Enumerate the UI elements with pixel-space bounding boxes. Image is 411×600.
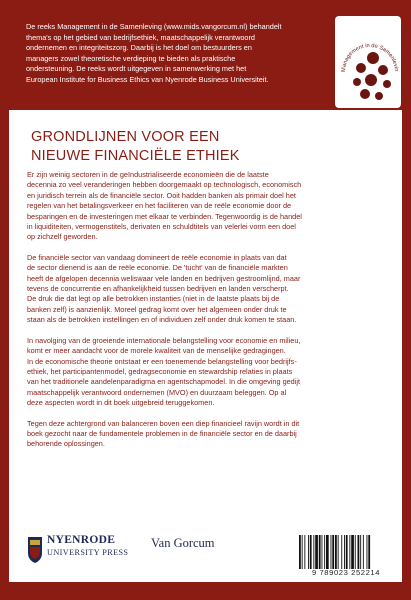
series-logo-dot bbox=[360, 89, 370, 99]
nyenrode-crest-icon bbox=[27, 536, 43, 564]
title-line: NIEUWE FINANCIËLE ETHIEK bbox=[31, 148, 240, 164]
barcode-bar bbox=[302, 535, 303, 569]
series-logo-dot bbox=[356, 63, 366, 73]
barcode-bar bbox=[332, 535, 334, 569]
barcode-bar bbox=[304, 535, 305, 569]
blurb-line: Er zijn weinig sectoren in de geïndustrialiseerde economieën die de laatste bbox=[27, 170, 269, 179]
barcode-bar bbox=[308, 535, 309, 569]
series-logo-dot bbox=[378, 65, 388, 75]
barcode-bar bbox=[322, 535, 323, 569]
barcode-bar bbox=[368, 535, 370, 569]
barcode-bar bbox=[351, 535, 354, 569]
intro-line: ondersteuning. De reeks wordt uitgegeven in samenwerking met het bbox=[26, 64, 247, 74]
blurb-line: de sector dienend is aan de reële economie. De 'tucht' van de financiële markten bbox=[27, 263, 288, 273]
blurb-line: regelen van het betalingsverkeer en het faciliteren van de reële economie door de bbox=[27, 201, 292, 211]
blurb-line: komt er meer aandacht voor de morele kwaliteit van de menselijke gedragingen. bbox=[27, 346, 286, 356]
series-logo-dot bbox=[367, 52, 379, 64]
nyenrode-name: NYENRODE bbox=[47, 534, 116, 546]
barcode-bar bbox=[326, 535, 329, 569]
blurb-paragraph bbox=[27, 336, 387, 409]
barcode-bar bbox=[324, 535, 325, 569]
blurb-line: staan als de betrokken instellingen en of individuen zelf onder druk komen te staan. bbox=[27, 315, 297, 325]
blurb-line: en juridisch terrein als de financiële sector. Ooit hadden banken als primair doel het bbox=[27, 190, 296, 200]
intro-line: De reeks Management in de Samenleving (www.mids.vangorcum.nl) behandelt bbox=[26, 22, 282, 31]
blurb-paragraph bbox=[27, 170, 387, 243]
blurb-line: De financiële sector van vandaag domineert de reële economie in plaats van dat bbox=[27, 252, 287, 262]
intro-line: thema's op het gebied van bedrijfsethiek, maatschappelijk verantwoord bbox=[26, 32, 255, 42]
blurb-line: banken zelf) is aanzienlijk. Moreel gedrag komt over het algemeen onder druk te bbox=[27, 304, 287, 314]
barcode-bar bbox=[349, 535, 350, 569]
publisher-logos bbox=[9, 528, 402, 582]
blurb-line: Tegen deze achtergrond van balanceren boven een diep financieel ravijn wordt in dit bbox=[27, 418, 300, 428]
blurb-line: besparingen en de investeringen met elkaar te verbinden. Tegenwoordig is de handel bbox=[27, 211, 302, 221]
blurb-line: In de economische theorie ontstaat er een toenemende belangstelling voor bedrijfs- bbox=[27, 356, 297, 366]
barcode-bar bbox=[299, 535, 301, 569]
blurb-line: op zichzelf geworden. bbox=[27, 232, 98, 242]
barcode-bar bbox=[363, 535, 364, 569]
vangorcum-logo: Van Gorcum bbox=[151, 536, 215, 550]
blurb-line: boek gezocht naar de fundamentele problemen in de financiële sector en de daarbij bbox=[27, 428, 297, 438]
barcode-bar bbox=[313, 535, 314, 569]
nyenrode-press: UNIVERSITY PRESS bbox=[47, 548, 129, 557]
barcode-bar bbox=[344, 535, 345, 569]
series-logo-text-path: Management in de Samenlevin bbox=[340, 42, 400, 73]
barcode-bar bbox=[346, 535, 348, 569]
barcode-bar bbox=[358, 535, 360, 569]
series-logo bbox=[333, 14, 403, 112]
barcode-bar bbox=[310, 535, 312, 569]
series-logo-dot bbox=[383, 80, 391, 88]
blurb-line: ethiek, het participantenmodel, gedragseconomie en stewardship relaties in plaats bbox=[27, 366, 293, 376]
title-line: GRONDLIJNEN VOOR EEN bbox=[31, 129, 220, 145]
series-logo-dot bbox=[375, 92, 383, 100]
barcode-bar bbox=[315, 535, 318, 569]
barcode-bar bbox=[355, 535, 356, 569]
barcode-bar bbox=[341, 535, 342, 569]
blurb bbox=[27, 170, 387, 460]
series-intro bbox=[26, 22, 326, 86]
barcode-bar bbox=[319, 535, 321, 569]
book-title bbox=[31, 128, 371, 166]
intro-line: ondernemen en integriteitszorg. Daarbij is het doel om bestuurders en bbox=[26, 43, 252, 53]
blurb-line: heeft de afgelopen decennia weliswaar vele landen en bedrijven gestroomlijnd, maar bbox=[27, 273, 301, 283]
barcode-bar bbox=[360, 535, 361, 569]
content-panel bbox=[9, 110, 402, 582]
blurb-line: behorende oplossingen. bbox=[27, 439, 105, 449]
barcode-digits: 9 789023 252214 bbox=[311, 568, 381, 577]
intro-line: managers zowel theoretische verdieping te bieden als praktische bbox=[26, 53, 236, 63]
intro-line: European Institute for Business Ethics van Nyenrode Business Universiteit. bbox=[26, 74, 269, 84]
barcode-bar bbox=[335, 535, 337, 569]
barcode-bar bbox=[367, 535, 368, 569]
barcode-bar bbox=[331, 535, 332, 569]
blurb-line: tevens de concurrentie en afhankelijkheid tussen bedrijven en landen verscherpt. bbox=[27, 284, 289, 294]
blurb-paragraph bbox=[27, 419, 387, 450]
series-logo-dot bbox=[353, 78, 361, 86]
blurb-line: deze aspecten wordt in dit boek uitgebreid teruggekomen. bbox=[27, 398, 215, 408]
blurb-line: van het traditionele aandelenparadigma en agentschapmodel. In die omgeving gedijt bbox=[27, 377, 301, 387]
blurb-line: In navolging van de groeiende internationale belangstelling voor economie en milieu, bbox=[27, 335, 301, 345]
blurb-paragraph bbox=[27, 253, 387, 326]
series-logo-dot bbox=[365, 74, 377, 86]
barcode-bar bbox=[338, 535, 339, 569]
blurb-line: decennia zo veel veranderingen hebben doorgemaakt op technologisch, economisch bbox=[27, 180, 302, 190]
blurb-line: De druk die dat legt op alle betrokken instanties (niet in de laatste plaats bij de bbox=[27, 294, 280, 304]
blurb-line: maatschappelijk verantwoord ondernemen (MVO) en duurzaam beleggen. Op al bbox=[27, 387, 287, 397]
blurb-line: in liquiditeiten, vermogenstitels, derivaten en schuldtitels van velerlei vorm een doel bbox=[27, 222, 296, 232]
